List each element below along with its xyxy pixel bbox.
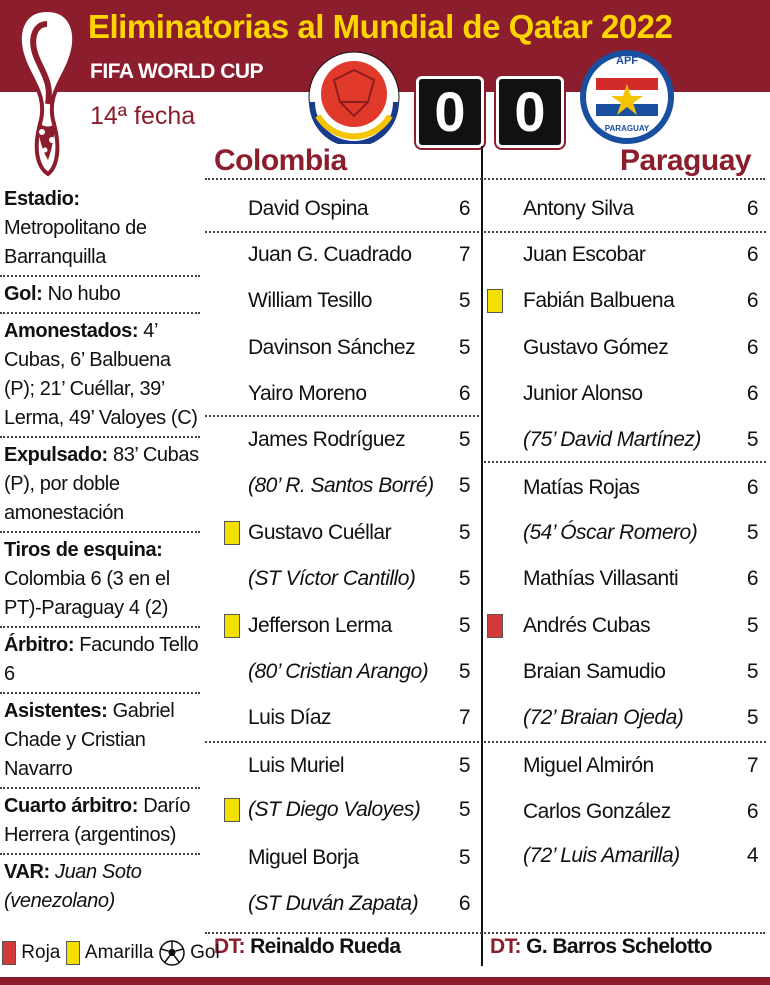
paraguay-crest-label: APF xyxy=(616,55,638,67)
player-row: Matías Rojas 6 xyxy=(523,476,758,499)
player-row: (75’ David Martínez) 5 xyxy=(523,428,758,451)
player-row: Luis Díaz 7 xyxy=(248,706,470,729)
info-text: Juan Soto (venezolano) xyxy=(4,861,142,912)
player-row: (ST Víctor Cantillo) 5 xyxy=(248,567,470,590)
colombia-crest-icon xyxy=(298,50,410,144)
legend-goal-label: Gol xyxy=(190,942,220,963)
info-label: Expulsado: xyxy=(4,444,108,466)
info-text: Gabriel Chade y Cristian Navarro xyxy=(4,700,175,780)
info-text: No hubo xyxy=(47,283,121,305)
info-text: Facundo Tello 6 xyxy=(4,634,199,685)
home-team-name: Colombia xyxy=(214,144,347,177)
info-stadium xyxy=(0,182,200,275)
away-coach: DT: G. Barros Schelotto xyxy=(490,935,712,958)
legend-red-label: Roja xyxy=(21,942,61,963)
page-title: Eliminatorias al Mundial de Qatar 2022 xyxy=(88,8,673,45)
info-text: Darío Herrera (argentinos) xyxy=(4,795,191,846)
away-team-name: Paraguay xyxy=(620,144,752,177)
player-row: Braian Samudio 5 xyxy=(523,660,758,683)
score-away: 0 xyxy=(496,76,564,148)
player-row: (ST Diego Valoyes) 5 xyxy=(248,798,470,821)
top-rule xyxy=(205,178,765,180)
legend-yellow-label: Amarilla xyxy=(84,942,154,963)
player-row: Antony Silva 6 xyxy=(523,197,758,220)
world-cup-trophy-icon xyxy=(8,4,86,180)
player-row: David Ospina 6 xyxy=(248,197,470,220)
player-row: (ST Duván Zapata) 6 xyxy=(248,892,470,915)
info-text: 83’ Cubas (P), por doble amonestación xyxy=(4,444,199,524)
info-label: Tiros de esquina: xyxy=(4,539,163,561)
player-row: Miguel Borja 5 xyxy=(248,846,470,869)
card-legend xyxy=(2,940,220,980)
info-corners xyxy=(0,531,200,626)
player-row: (80’ Cristian Arango) 5 xyxy=(248,660,470,683)
player-row: Mathías Villasanti 6 xyxy=(523,567,758,590)
player-row: Yairo Moreno 6 xyxy=(248,382,470,405)
red-card-icon xyxy=(2,941,16,965)
info-booked xyxy=(0,312,200,436)
info-label: Cuarto árbitro: xyxy=(4,795,139,817)
info-goal xyxy=(0,275,200,312)
player-row: (80’ R. Santos Borré) 5 xyxy=(248,474,470,497)
info-label: Estadio: xyxy=(4,188,80,210)
info-var xyxy=(0,853,200,919)
coach-rule xyxy=(205,932,765,934)
paraguay-crest-sublabel: PARAGUAY xyxy=(604,124,650,133)
bottom-bar xyxy=(0,977,770,985)
player-row: (54’ Óscar Romero) 5 xyxy=(523,521,758,544)
player-row: Junior Alonso 6 xyxy=(523,382,758,405)
info-label: Árbitro: xyxy=(4,634,75,656)
player-row: Gustavo Gómez 6 xyxy=(523,336,758,359)
matchday-label: 14ª fecha xyxy=(90,102,196,130)
player-row: Davinson Sánchez 5 xyxy=(248,336,470,359)
player-row: Luis Muriel 5 xyxy=(248,754,470,777)
player-row: (72’ Luis Amarilla) 4 xyxy=(523,844,758,867)
info-text: 4’ Cubas, 6’ Balbuena (P); 21’ Cuéllar, 39’ Lerma, 49’ Valoyes (C) xyxy=(4,320,198,429)
yellow-card-icon xyxy=(66,941,80,965)
score-home: 0 xyxy=(416,76,484,148)
info-text: Colombia 6 (3 en el PT)-Paraguay 4 (2) xyxy=(4,568,170,619)
info-label: Amonestados: xyxy=(4,320,139,342)
info-label: Asistentes: xyxy=(4,700,108,722)
player-row: James Rodríguez 5 xyxy=(248,428,470,451)
player-row: Jefferson Lerma 5 xyxy=(248,614,470,637)
player-row: Miguel Almirón 7 xyxy=(523,754,758,777)
home-coach: DT: Reinaldo Rueda xyxy=(214,935,401,958)
info-sent-off xyxy=(0,436,200,531)
player-row: William Tesillo 5 xyxy=(248,289,470,312)
player-row: Juan Escobar 6 xyxy=(523,243,758,266)
player-row: Carlos González 6 xyxy=(523,800,758,823)
player-row: Gustavo Cuéllar 5 xyxy=(248,521,470,544)
match-info xyxy=(0,182,200,919)
player-row: Juan G. Cuadrado 7 xyxy=(248,243,470,266)
info-referee xyxy=(0,626,200,692)
info-label: Gol: xyxy=(4,283,43,305)
player-row: (72’ Braian Ojeda) 5 xyxy=(523,706,758,729)
info-text: Metropolitano de Barranquilla xyxy=(4,217,147,268)
info-fourth-official xyxy=(0,787,200,853)
info-assistants xyxy=(0,692,200,787)
soccer-ball-icon xyxy=(159,940,185,966)
fifa-world-cup-label: FIFA WORLD CUP xyxy=(90,60,264,83)
player-row: Andrés Cubas 5 xyxy=(523,614,758,637)
player-row: Fabián Balbuena 6 xyxy=(523,289,758,312)
info-label: VAR: xyxy=(4,861,50,883)
